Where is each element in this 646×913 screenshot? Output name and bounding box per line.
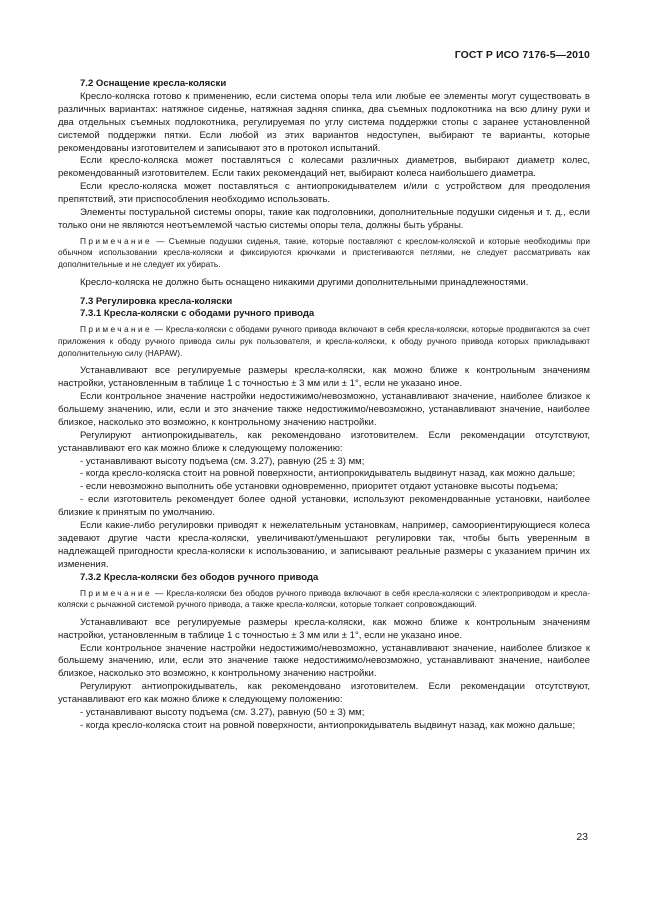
note-label: Примечание bbox=[80, 587, 153, 598]
list-item: - когда кресло-коляска стоит на ровной поверхности, антиопрокидыватель выдвинут назад, как можно дальше; bbox=[80, 720, 576, 731]
paragraph: Если контрольное значение настройки недостижимо/невозможно, устанавливают значение, наиболее близкое к большему значению, или, если и это значение также недостижимо/невозможно, устанавливают значение, наиболее близкое, насколько это возможно, к контрольному значению настройки. bbox=[58, 390, 590, 428]
list-item: - если изготовитель рекомендует более одной установки, используют рекомендованные установки, наиболее близкие к принятым по умолчанию. bbox=[58, 494, 590, 519]
subsection-title-7-3-1: 7.3.1 Кресла-коляски с ободами ручного привода bbox=[80, 308, 315, 320]
subsection-title-7-3-2: 7.3.2 Кресла-коляски без ободов ручного привода bbox=[80, 571, 319, 583]
page-content bbox=[58, 78, 590, 733]
note-text: — Съемные подушки сиденья, такие, которые поставляют с креслом-коляской и которые необходимы при обычном использовании кресла-коляски и фиксируются крючками и пристегиваются петлями, не следует рассматривать как дополнительные и не следует их убирать. bbox=[58, 235, 590, 270]
paragraph: Если кресло-коляска может поставляться с антиопрокидывателем и/или с устройством для преодоления препятствий, эти приспособления необходимо использовать. bbox=[58, 181, 590, 206]
list-item: - когда кресло-коляска стоит на ровной поверхности, антиопрокидыватель выдвинут назад, как можно дальше; bbox=[80, 468, 576, 480]
paragraph: Устанавливают все регулируемые размеры кресла-коляски, как можно ближе к контрольным значениям настройки, установленным в таблице 1 с точностью ± 3 мм или ± 1°, если не указано иное. bbox=[58, 616, 590, 641]
note bbox=[58, 324, 590, 359]
page-number: 23 bbox=[576, 831, 588, 843]
note-label: Примечание bbox=[80, 235, 153, 246]
paragraph: Регулируют антиопрокидыватель, как рекомендовано изготовителем. Если рекомендации отсутствуют, устанавливают его как можно ближе к следующему положению: bbox=[58, 429, 590, 454]
paragraph: Кресло-коляска готово к применению, если система опоры тела или любые ее элементы могут существовать в различных вариантах: натяжное сиденье, натяжная задняя спинка, два съемных подлокотника на всю длину руки и два отдельных съемных подлокотника, регулируемая по углу система поддержки стопы с заранее установленной системой поддержки пятки. Если любой из этих вариантов недоступен, выбирают те варианты, которые рекомендованы изготовителем и записывают это в протокол испытаний. bbox=[58, 90, 590, 154]
paragraph: Кресло-коляска не должно быть оснащено никакими другими дополнительными принадлежностями. bbox=[80, 276, 529, 288]
standard-header: ГОСТ Р ИСО 7176-5—2010 bbox=[454, 49, 590, 61]
paragraph: Если контрольное значение настройки недостижимо/невозможно, устанавливают значение, наиболее близкое к большему значению, или, если это значение также недостижимо/невозможно, устанавливают значение, наиболее близкое, насколько это возможно, к контрольному значению настройки. bbox=[58, 642, 590, 680]
list-item: - устанавливают высоту подъема (см. 3.27), равную (50 ± 3) мм; bbox=[80, 707, 365, 719]
paragraph: Если кресло-коляска может поставляться с колесами различных диаметров, выбирают диаметр колес, рекомендованный изготовителем. Если таких рекомендаций нет, выбирают колеса наибольшего диаметра. bbox=[58, 155, 590, 180]
note-text: — Кресла-коляски без ободов ручного привода включают в себя кресла-коляски с электроприводом и кресла-коляски с рычажной системой ручного привода, а также кресла-коляски, которые толкает сопровождающий. bbox=[58, 587, 590, 610]
note bbox=[58, 588, 590, 611]
list-item: - устанавливают высоту подъема (см. 3.27), равную (25 ± 3) мм; bbox=[80, 455, 365, 467]
list-item: - если невозможно выполнить обе установки одновременно, приоритет отдают установке высоты подъема; bbox=[80, 481, 559, 493]
paragraph: Устанавливают все регулируемые размеры кресла-коляски, как можно ближе к контрольным значениям настройки, установленным в таблице 1 с точностью ± 3 мм или ± 1°, если не указано иное. bbox=[58, 365, 590, 390]
paragraph: Если какие-либо регулировки приводят к нежелательным установкам, например, самоориентирующиеся колеса задевают другие части кресла-коляски, увеличивают/уменьшают регулировки так, чтобы быть уверенным в надлежащей пригодности кресла-коляски к использованию, и записывают реальные размеры с указанием причин их изменения. bbox=[58, 520, 590, 570]
paragraph: Регулируют антиопрокидыватель, как рекомендовано изготовителем. Если рекомендации отсутствуют, устанавливают его как можно ближе к следующему положению: bbox=[58, 681, 590, 706]
paragraph: Элементы постуральной системы опоры, такие как подголовники, дополнительные подушки сиденья и т. д., если только они не являются неотъемлемой частью системы опоры тела, должны быть убраны. bbox=[58, 207, 590, 231]
note-text: — Кресла-коляски с ободами ручного привода включают в себя кресла-коляски, которые продвигаются за счет приложения к ободу ручного привода силы рук пользователя, и кресла-коляски, к ободу ручного привода которых прикладывают дополнительную силу (HAPAW). bbox=[58, 324, 590, 358]
section-title-7-3: 7.3 Регулировка кресла-коляски bbox=[80, 295, 233, 307]
section-title-7-2: 7.2 Оснащение кресла-коляски bbox=[80, 78, 227, 89]
note-label: Примечание bbox=[80, 324, 153, 335]
note bbox=[58, 236, 590, 271]
